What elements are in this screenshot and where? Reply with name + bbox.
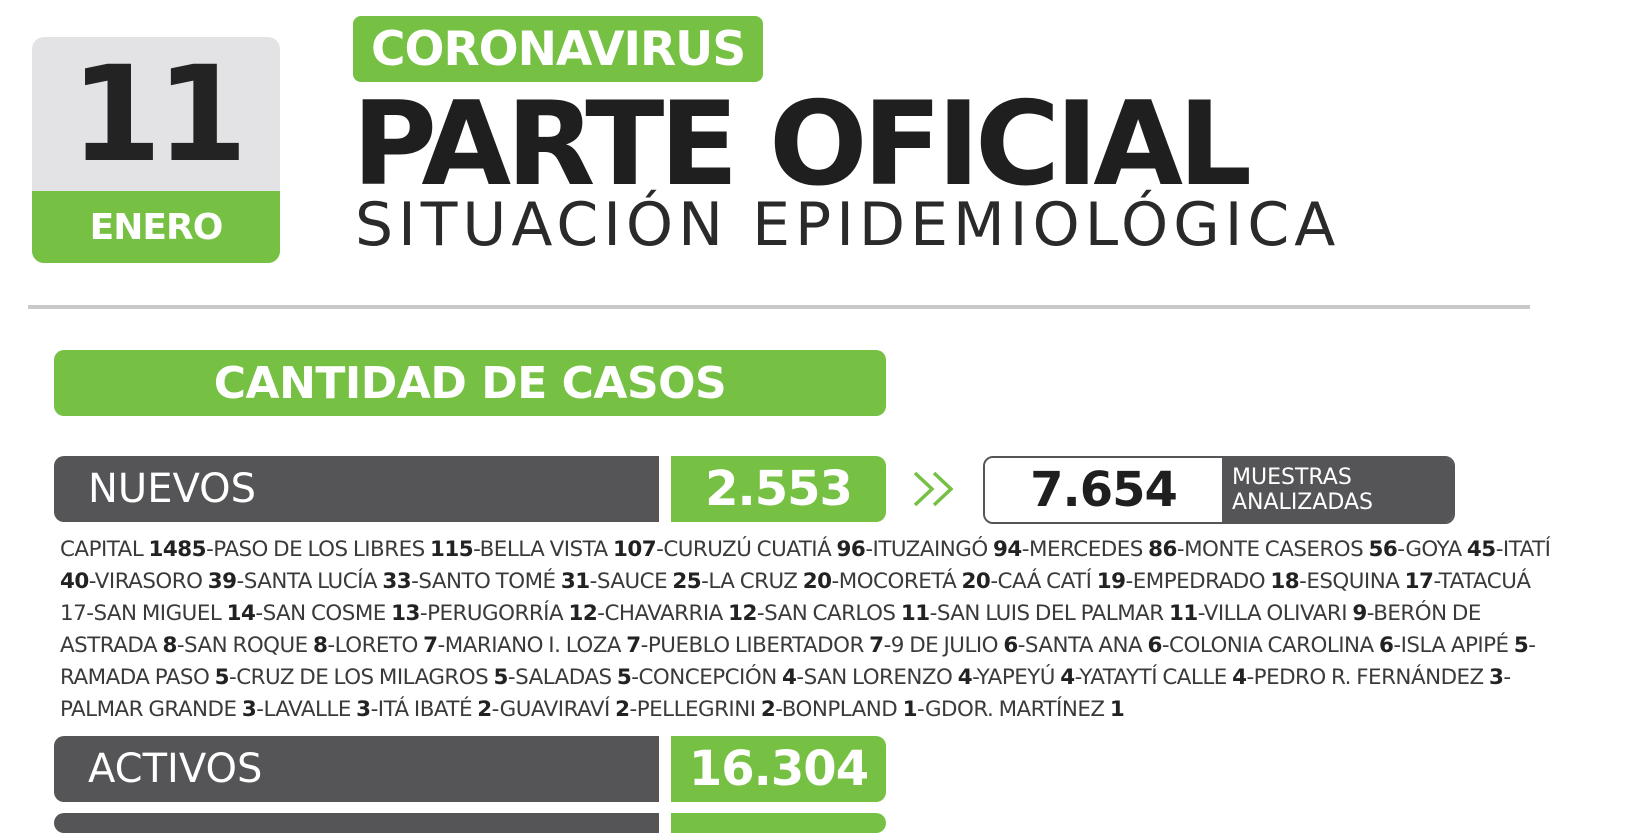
- locality-count: 20: [961, 568, 991, 594]
- locality-name: VIRASORO: [94, 568, 208, 594]
- locality-count: 3: [356, 696, 371, 722]
- locality-count: 5: [1513, 632, 1529, 658]
- locality-name: LA CRUZ: [708, 568, 803, 594]
- locality-count: 25: [672, 568, 702, 594]
- locality-item: BELLA VISTA 107-: [479, 537, 664, 562]
- nuevos-value: 2.553: [671, 456, 886, 522]
- locality-item: SANTO TOMÉ 31-: [418, 568, 597, 594]
- locality-count: 5: [616, 664, 632, 690]
- locality-count: 12: [568, 600, 598, 626]
- locality-count: 14: [226, 600, 256, 626]
- locality-count: 20: [802, 568, 832, 594]
- locality-name: PASO DE LOS LIBRES: [213, 537, 430, 562]
- locality-item: GOYA 45-: [1405, 537, 1503, 562]
- locality-count: 13: [391, 600, 420, 626]
- locality-count: 2: [760, 696, 776, 722]
- locality-count: 4: [1060, 664, 1075, 690]
- locality-name: PERUGORRÍA: [427, 600, 569, 626]
- locality-item: SAUCE 25-: [596, 568, 709, 594]
- locality-name: ESQUINA: [1306, 568, 1405, 594]
- locality-name: GDOR. MARTÍNEZ: [924, 696, 1110, 722]
- locality-item: YAPEYÚ 4-: [976, 664, 1080, 690]
- locality-item: LAVALLE 3-: [263, 696, 378, 722]
- locality-item: VIRASORO 39-: [94, 568, 244, 594]
- date-badge: [32, 37, 280, 263]
- locality-name: PALMAR GRANDE: [60, 696, 242, 722]
- locality-count: 6: [1147, 632, 1162, 658]
- locality-item: MONTE CASEROS 56-: [1184, 537, 1406, 562]
- locality-item: PEDRO R. FERNÁNDEZ 3-: [1253, 664, 1511, 690]
- locality-item: CURUZÚ CUATIÁ 96-: [663, 537, 873, 562]
- header-divider: [28, 305, 1530, 309]
- locality-count: 8: [312, 632, 328, 658]
- locality-name: CHAVARRIA: [604, 600, 729, 626]
- locality-item: LA CRUZ 20-: [708, 568, 839, 594]
- locality-item: SANTA ANA 6-: [1024, 632, 1170, 658]
- locality-name: PUEBLO LIBERTADOR: [647, 632, 870, 658]
- locality-name: SAN LUIS DEL PALMAR: [936, 600, 1169, 626]
- locality-name: CAPITAL: [60, 537, 149, 562]
- locality-name: SANTO TOMÉ: [418, 568, 561, 594]
- locality-name: 9 DE JULIO: [890, 632, 1004, 658]
- locality-count: 56: [1368, 537, 1398, 562]
- locality-count: 39: [207, 568, 237, 594]
- locality-name: MONTE CASEROS: [1184, 537, 1369, 562]
- locality-count: 86: [1148, 537, 1177, 562]
- locality-name: ITUZAINGÓ: [872, 537, 993, 562]
- locality-item: CHAVARRIA 12-: [604, 600, 765, 626]
- locality-name: TATACUÁ: [1438, 568, 1531, 594]
- locality-count: 1: [1109, 696, 1125, 722]
- locality-name: SAUCE: [596, 568, 673, 594]
- locality-count: 3: [1489, 664, 1504, 690]
- locality-item: SAN LORENZO 4-: [803, 664, 977, 690]
- locality-name: SAN COSME: [262, 600, 392, 626]
- locality-item: SAN COSME 13-: [262, 600, 428, 626]
- locality-name: CURUZÚ CUATIÁ: [663, 537, 837, 562]
- locality-item: PASO DE LOS LIBRES 115-: [213, 537, 480, 562]
- locality-count: 4: [1232, 664, 1247, 690]
- locality-item: SAN ROQUE 8-: [184, 632, 335, 658]
- locality-count: 107: [612, 537, 657, 562]
- locality-name: ITÁ IBATÉ: [377, 696, 478, 722]
- locality-name: PEDRO R. FERNÁNDEZ: [1253, 664, 1490, 690]
- locality-item: ESQUINA 17-: [1306, 568, 1439, 594]
- locality-name: MERCEDES: [1029, 537, 1149, 562]
- date-month: ENERO: [32, 191, 280, 263]
- locality-name: BONPLAND: [781, 696, 903, 722]
- locality-item: GUAVIRAVÍ 2-: [499, 696, 637, 722]
- locality-name: CAÁ CATÍ: [997, 568, 1097, 594]
- locality-item: CONCEPCIÓN 4-: [638, 664, 804, 690]
- locality-name: BELLA VISTA: [479, 537, 613, 562]
- locality-item: SAN CARLOS 11-: [764, 600, 937, 626]
- locality-count: 7: [626, 632, 641, 658]
- locality-name: SAN CARLOS: [764, 600, 901, 626]
- locality-name: SALADAS: [515, 664, 617, 690]
- locality-list: [60, 534, 1560, 725]
- locality-name: COLONIA CAROLINA: [1169, 632, 1379, 658]
- activos-label: ACTIVOS: [54, 736, 659, 802]
- locality-item: MARIANO I. LOZA 7-: [444, 632, 648, 658]
- locality-count: 2: [615, 696, 630, 722]
- locality-item: MOCORETÁ 20-: [838, 568, 998, 594]
- locality-count: 33: [382, 568, 412, 594]
- locality-count: 12: [728, 600, 757, 626]
- locality-item: MERCEDES 86-: [1029, 537, 1185, 562]
- locality-item: ITATÍ 40-: [60, 537, 1551, 594]
- locality-item: ITÁ IBATÉ 2-: [377, 696, 500, 722]
- locality-item: BONPLAND 1-: [781, 696, 925, 722]
- locality-name: SAN LORENZO: [803, 664, 958, 690]
- locality-count: 11: [900, 600, 930, 626]
- locality-name: GUAVIRAVÍ: [499, 696, 616, 722]
- locality-name: RAMADA PASO: [60, 664, 215, 690]
- locality-item: PELLEGRINI 2-: [636, 696, 782, 722]
- muestras-label-line2: ANALIZADAS: [1232, 490, 1373, 515]
- locality-item: TATACUÁ 17-: [60, 568, 1531, 626]
- locality-item: CAÁ CATÍ 19-: [997, 568, 1133, 594]
- locality-count: 9: [1352, 600, 1367, 626]
- muestras-label: [1222, 458, 1453, 522]
- locality-name: BERÓN DE ASTRADA: [60, 600, 1481, 658]
- locality-item: ISLA APIPÉ 5-: [1400, 632, 1536, 658]
- locality-item: CAPITAL 1485-: [60, 537, 214, 562]
- page-subtitle: SITUACIÓN EPIDEMIOLÓGICA: [355, 190, 1341, 260]
- muestras-label-line1: MUESTRAS: [1232, 464, 1352, 490]
- locality-name: CONCEPCIÓN: [638, 664, 783, 690]
- locality-item: PUEBLO LIBERTADOR 7-: [647, 632, 891, 658]
- page-title: PARTE OFICIAL: [352, 77, 1248, 212]
- locality-count: 5: [214, 664, 230, 690]
- locality-item: YATAYTÍ CALLE 4-: [1079, 664, 1254, 690]
- locality-count: 115: [430, 537, 474, 562]
- locality-name: MOCORETÁ: [838, 568, 962, 594]
- double-chevron-right-icon: [912, 468, 958, 510]
- locality-name: GOYA: [1405, 537, 1467, 562]
- locality-item: LORETO 7-: [334, 632, 445, 658]
- locality-count: 17: [1404, 568, 1434, 594]
- locality-count: 4: [957, 664, 973, 690]
- locality-count: 3: [241, 696, 257, 722]
- locality-name: SANTA LUCÍA: [243, 568, 383, 594]
- next-row-value: [671, 813, 886, 833]
- locality-item: EMPEDRADO 18-: [1132, 568, 1307, 594]
- locality-count: 11: [1168, 600, 1198, 626]
- locality-name: ISLA APIPÉ: [1400, 632, 1514, 658]
- locality-item: VILLA OLIVARI 9-: [1203, 600, 1374, 626]
- locality-count: 18: [1270, 568, 1300, 594]
- locality-name: VILLA OLIVARI: [1203, 600, 1353, 626]
- locality-item: 9 DE JULIO 6-: [890, 632, 1025, 658]
- locality-item: BERÓN DE ASTRADA 8-: [60, 600, 1481, 658]
- locality-item: [925, 697, 1124, 722]
- locality-count: 45: [1466, 537, 1496, 562]
- locality-name: CRUZ DE LOS MILAGROS: [236, 664, 494, 690]
- locality-count: 96: [836, 537, 866, 562]
- locality-name: MARIANO I. LOZA: [444, 632, 627, 658]
- locality-item: SALADAS 5-: [515, 664, 639, 690]
- coronavirus-tag: CORONAVIRUS: [353, 16, 763, 82]
- locality-count: 6: [1378, 632, 1394, 658]
- locality-name: SAN ROQUE: [184, 632, 313, 658]
- locality-count: 19: [1096, 568, 1126, 594]
- locality-item: SANTA LUCÍA 33-: [243, 568, 419, 594]
- section-title: CANTIDAD DE CASOS: [54, 350, 886, 416]
- locality-count: 7: [869, 632, 884, 658]
- locality-name: PELLEGRINI: [636, 696, 761, 722]
- locality-name: SAN MIGUEL: [93, 600, 227, 626]
- locality-name: EMPEDRADO: [1132, 568, 1271, 594]
- locality-count: 4: [782, 664, 797, 690]
- locality-name: YATAYTÍ CALLE: [1079, 664, 1233, 690]
- locality-item: SAN LUIS DEL PALMAR 11-: [936, 600, 1204, 626]
- locality-name: SANTA ANA: [1024, 632, 1148, 658]
- locality-item: PERUGORRÍA 12-: [427, 600, 605, 626]
- nuevos-label: NUEVOS: [54, 456, 659, 522]
- locality-item: RAMADA PASO 5-: [60, 664, 237, 690]
- locality-count: 17: [60, 600, 87, 626]
- muestras-value: 7.654: [985, 458, 1222, 522]
- next-row-label: [54, 813, 659, 833]
- locality-item: SAN MIGUEL 14-: [93, 600, 263, 626]
- locality-item: CRUZ DE LOS MILAGROS 5-: [236, 664, 516, 690]
- locality-count: 8: [162, 632, 177, 658]
- locality-count: 6: [1003, 632, 1018, 658]
- locality-item: ITUZAINGÓ 94-: [872, 537, 1029, 562]
- locality-count: 1: [902, 696, 917, 722]
- locality-name: LORETO: [334, 632, 424, 658]
- locality-name: ITATÍ: [1502, 537, 1551, 562]
- locality-item: COLONIA CAROLINA 6-: [1169, 632, 1401, 658]
- locality-count: 5: [493, 664, 508, 690]
- locality-count: 7: [423, 632, 438, 658]
- locality-count: 31: [560, 568, 590, 594]
- locality-count: 40: [60, 568, 89, 594]
- date-day: 11: [70, 37, 242, 192]
- locality-name: YAPEYÚ: [976, 664, 1061, 690]
- locality-name: LAVALLE: [263, 696, 357, 722]
- locality-count: 1485: [148, 537, 207, 562]
- muestras-box: [983, 456, 1455, 524]
- locality-count: 2: [477, 696, 492, 722]
- locality-item: PALMAR GRANDE 3-: [60, 696, 264, 722]
- locality-count: 94: [993, 537, 1022, 562]
- activos-value: 16.304: [671, 736, 886, 802]
